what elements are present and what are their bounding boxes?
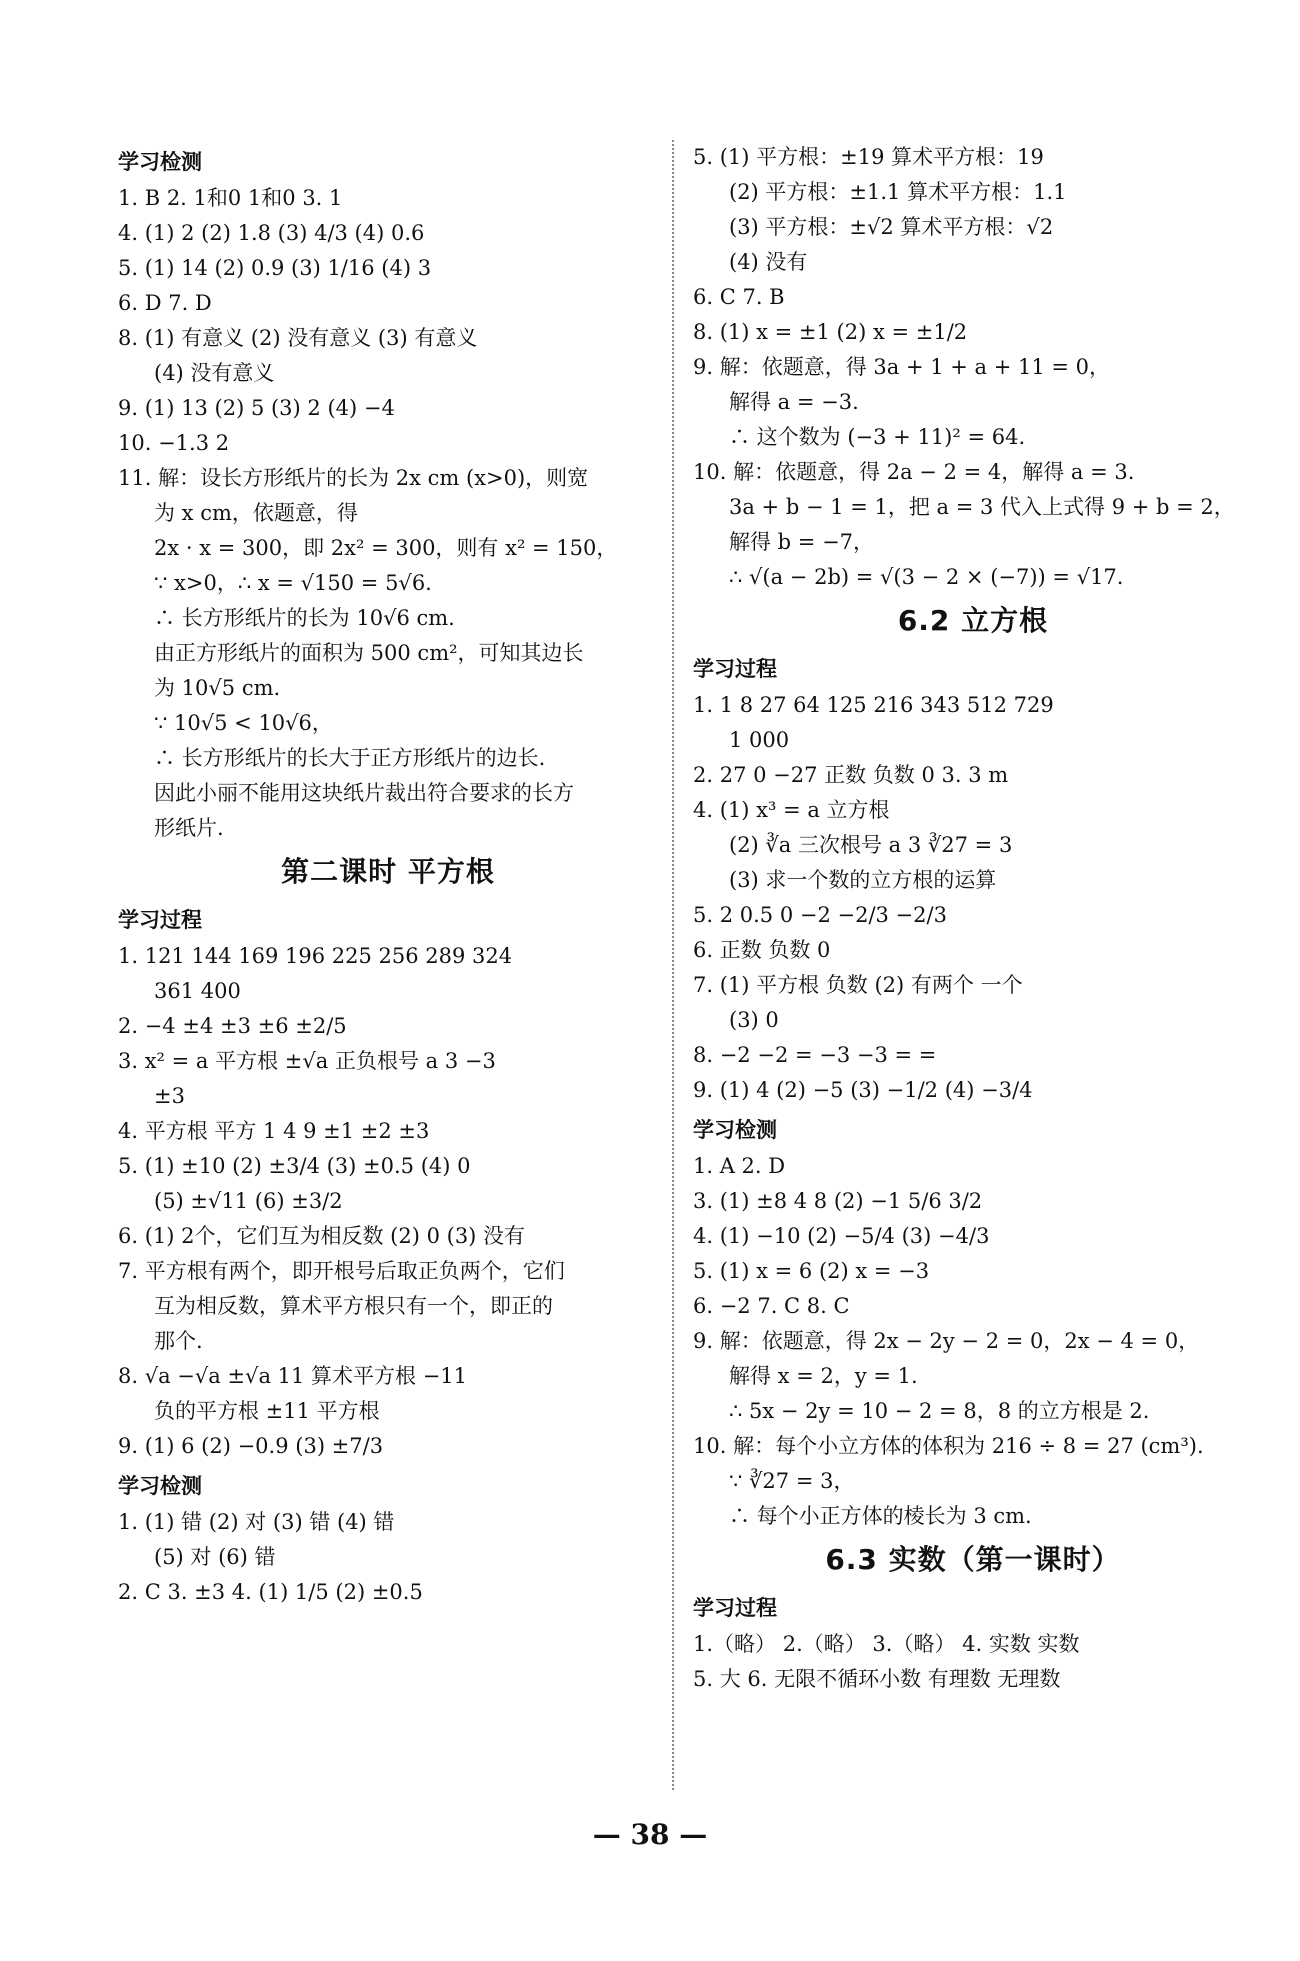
answer-line: 9. 解：依题意，得 3a + 1 + a + 11 = 0， (693, 355, 1111, 379)
answer-line: 1. A 2. D (693, 1154, 786, 1178)
answer-continuation: (3) 0 (729, 1008, 779, 1032)
answer-line: 5. (1) 14 (2) 0.9 (3) 1/16 (4) 3 (118, 256, 432, 280)
answer-line: 10. −1.3 2 (118, 431, 230, 455)
section-heading: 学习检测 (693, 1118, 777, 1142)
answer-continuation: (2) ∛a 三次根号 a 3 ∛27 = 3 (729, 833, 1013, 857)
answer-continuation: 形纸片. (154, 816, 224, 840)
lesson-title: 6.2 立方根 (897, 604, 1049, 637)
answer-line: 6. D 7. D (118, 291, 212, 315)
answer-continuation: (5) 对 (6) 错 (154, 1545, 276, 1569)
answer-continuation: ∴ √(a − 2b) = √(3 − 2 × (−7)) = √17. (729, 565, 1124, 589)
answer-continuation: 互为相反数，算术平方根只有一个，即正的 (154, 1294, 553, 1318)
answer-continuation: 由正方形纸片的面积为 500 cm²，可知其边长 (154, 641, 584, 665)
answer-continuation: (5) ±√11 (6) ±3/2 (154, 1189, 343, 1213)
answer-line: 9. (1) 4 (2) −5 (3) −1/2 (4) −3/4 (693, 1078, 1033, 1102)
answer-continuation: (3) 平方根：±√2 算术平方根：√2 (729, 215, 1054, 239)
answer-line: 1. (1) 错 (2) 对 (3) 错 (4) 错 (118, 1510, 395, 1534)
column-divider (672, 140, 674, 1790)
answer-line: 5. (1) 平方根：±19 算术平方根：19 (693, 145, 1044, 169)
answer-line: 10. 解：依题意，得 2a − 2 = 4，解得 a = 3. (693, 460, 1135, 484)
answer-continuation: 解得 a = −3. (729, 390, 859, 414)
answer-continuation: 因此小丽不能用这块纸片裁出符合要求的长方 (154, 781, 574, 805)
answer-line: 8. (1) 有意义 (2) 没有意义 (3) 有意义 (118, 326, 478, 350)
answer-line: 2. −4 ±4 ±3 ±6 ±2/5 (118, 1014, 347, 1038)
answer-line: 4. 平方根 平方 1 4 9 ±1 ±2 ±3 (118, 1119, 430, 1143)
answer-continuation: (4) 没有 (729, 250, 808, 274)
section-heading: 学习检测 (118, 1474, 202, 1498)
section-heading: 学习过程 (693, 1596, 777, 1620)
answer-line: 6. 正数 负数 0 (693, 938, 831, 962)
section-heading: 学习检测 (118, 150, 202, 174)
answer-continuation: ±3 (154, 1084, 185, 1108)
answer-continuation: (4) 没有意义 (154, 361, 275, 385)
answer-line: 4. (1) −10 (2) −5/4 (3) −4/3 (693, 1224, 990, 1248)
answer-continuation: ∴ 这个数为 (−3 + 11)² = 64. (729, 425, 1026, 449)
answer-line: 7. (1) 平方根 负数 (2) 有两个 一个 (693, 973, 1023, 997)
answer-continuation: 2x · x = 300，即 2x² = 300，则有 x² = 150， (154, 536, 618, 560)
answer-line: 1.（略） 2.（略） 3.（略） 4. 实数 实数 (693, 1632, 1080, 1656)
lesson-title: 第二课时 平方根 (281, 855, 495, 888)
answer-line: 4. (1) x³ = a 立方根 (693, 798, 890, 822)
answer-continuation: 为 x cm，依题意，得 (154, 501, 358, 525)
answer-line: 1. 121 144 169 196 225 256 289 324 (118, 944, 513, 968)
section-heading: 学习过程 (118, 908, 202, 932)
answer-line: 8. √a −√a ±√a 11 算术平方根 −11 (118, 1364, 468, 1388)
answer-line: 6. C 7. B (693, 285, 785, 309)
page-number: — 38 — (592, 1818, 708, 1851)
answer-line: 5. 2 0.5 0 −2 −2/3 −2/3 (693, 903, 947, 927)
answer-continuation: ∴ 5x − 2y = 10 − 2 = 8，8 的立方根是 2. (729, 1399, 1150, 1423)
answer-continuation: 那个. (154, 1329, 203, 1353)
answer-line: 6. −2 7. C 8. C (693, 1294, 850, 1318)
answer-continuation: 1 000 (729, 728, 790, 752)
answer-line: 8. −2 −2 = −3 −3 = = (693, 1043, 937, 1067)
answer-continuation: 负的平方根 ±11 平方根 (154, 1399, 380, 1423)
answer-continuation: (3) 求一个数的立方根的运算 (729, 868, 997, 892)
answer-line: 2. C 3. ±3 4. (1) 1/5 (2) ±0.5 (118, 1580, 423, 1604)
answer-line: 4. (1) 2 (2) 1.8 (3) 4/3 (4) 0.6 (118, 221, 425, 245)
answer-line: 5. (1) x = 6 (2) x = −3 (693, 1259, 930, 1283)
answer-continuation: ∴ 长方形纸片的长大于正方形纸片的边长. (154, 746, 546, 770)
answer-line: 1. B 2. 1和0 1和0 3. 1 (118, 186, 343, 210)
answer-line: 9. (1) 13 (2) 5 (3) 2 (4) −4 (118, 396, 395, 420)
answer-line: 2. 27 0 −27 正数 负数 0 3. 3 m (693, 763, 1009, 787)
answer-continuation: ∴ 每个小正方体的棱长为 3 cm. (729, 1504, 1032, 1528)
answer-line: 3. x² = a 平方根 ±√a 正负根号 a 3 −3 (118, 1049, 496, 1073)
answer-line: 7. 平方根有两个，即开根号后取正负两个，它们 (118, 1259, 565, 1283)
answer-line: 9. 解：依题意，得 2x − 2y − 2 = 0，2x − 4 = 0， (693, 1329, 1200, 1353)
lesson-title: 6.3 实数（第一课时） (825, 1543, 1121, 1576)
section-heading: 学习过程 (693, 657, 777, 681)
answer-continuation: (2) 平方根：±1.1 算术平方根：1.1 (729, 180, 1067, 204)
answer-line: 1. 1 8 27 64 125 216 343 512 729 (693, 693, 1054, 717)
answer-line: 10. 解：每个小立方体的体积为 216 ÷ 8 = 27 (cm³). (693, 1434, 1204, 1458)
answer-continuation: ∵ ∛27 = 3， (729, 1469, 855, 1493)
answer-continuation: 361 400 (154, 979, 241, 1003)
answer-continuation: ∵ 10√5 < 10√6， (154, 711, 333, 735)
answer-line: 9. (1) 6 (2) −0.9 (3) ±7/3 (118, 1434, 384, 1458)
answer-continuation: ∵ x>0，∴ x = √150 = 5√6. (154, 571, 432, 595)
left-column (118, 140, 658, 1610)
answer-line: 8. (1) x = ±1 (2) x = ±1/2 (693, 320, 968, 344)
answer-line: 3. (1) ±8 4 8 (2) −1 5/6 3/2 (693, 1189, 983, 1213)
answer-line: 5. 大 6. 无限不循环小数 有理数 无理数 (693, 1667, 1061, 1691)
answer-continuation: 3a + b − 1 = 1，把 a = 3 代入上式得 9 + b = 2， (729, 495, 1235, 519)
answer-continuation: 解得 b = −7， (729, 530, 875, 554)
answer-continuation: 解得 x = 2，y = 1. (729, 1364, 918, 1388)
answer-continuation: 为 10√5 cm. (154, 676, 281, 700)
right-column (693, 140, 1253, 1697)
answer-line: 6. (1) 2个，它们互为相反数 (2) 0 (3) 没有 (118, 1224, 526, 1248)
answer-line: 5. (1) ±10 (2) ±3/4 (3) ±0.5 (4) 0 (118, 1154, 471, 1178)
answer-continuation: ∴ 长方形纸片的长为 10√6 cm. (154, 606, 455, 630)
answer-line: 11. 解：设长方形纸片的长为 2x cm (x>0)，则宽 (118, 466, 589, 490)
